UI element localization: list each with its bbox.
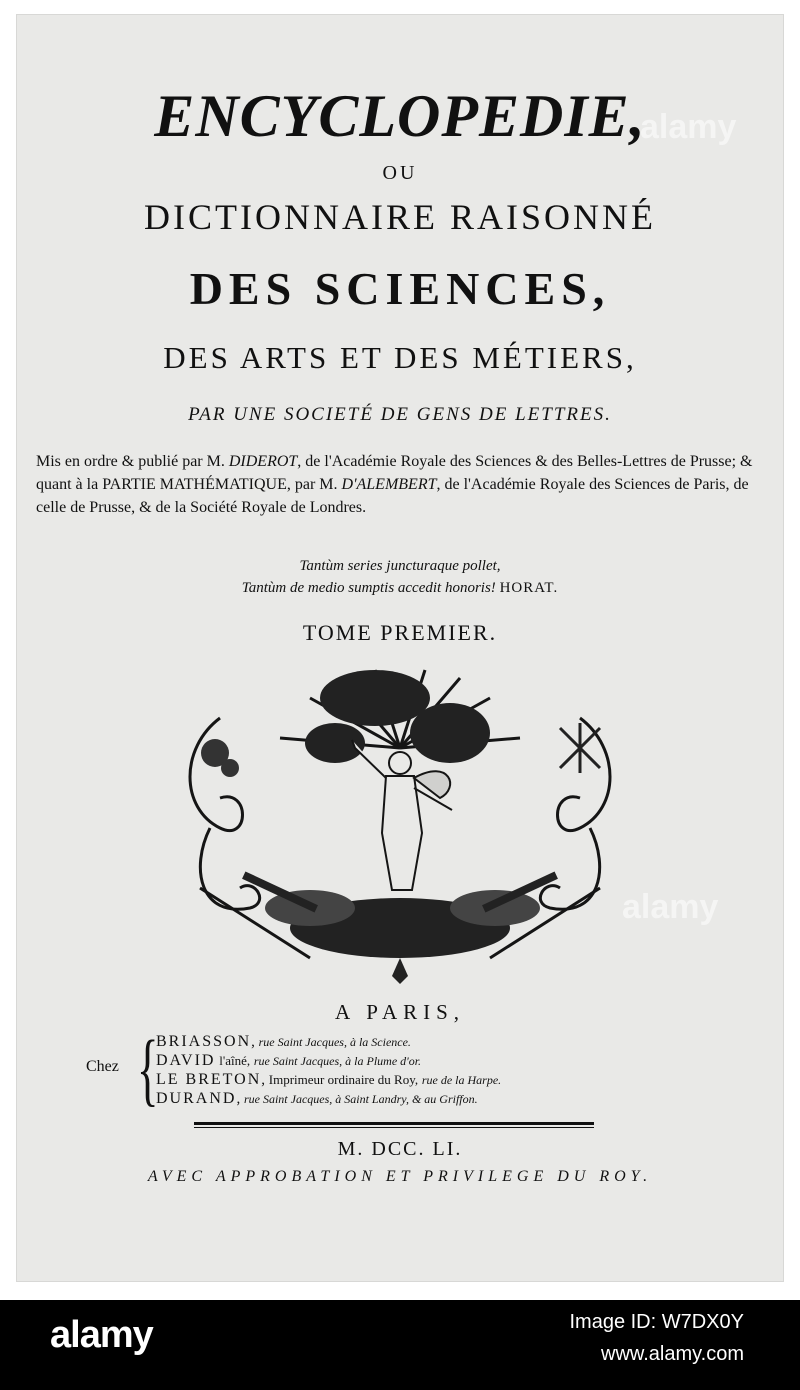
- watermark-top: alamy: [640, 108, 737, 146]
- society-line: PAR UNE SOCIETÉ DE GENS DE LETTRES.: [188, 404, 612, 425]
- diderot-name: DIDEROT: [228, 453, 298, 470]
- left-trophy-icon: [201, 739, 239, 777]
- place-of-publication: A PARIS,: [334, 1000, 466, 1024]
- editor-credits: Mis en ordre & publié par M. DIDEROT, de l'Académie Royale des Sciences & des Belles-Lettres de Prusse; & quant à la PARTIE MATHÉMATIQUE, par M. D'ALEMBERT, de l'Académie Royale des Sciences de Paris, de celle de Prusse, & de la Société Royale de Londres.: [36, 453, 753, 516]
- site-link[interactable]: www.alamy.com: [601, 1343, 744, 1365]
- book-title: ENCYCLOPEDIE,: [154, 83, 646, 149]
- motto-line-2: Tantùm de medio sumptis accedit honoris! HORAT.: [241, 580, 559, 596]
- watermark-bottom: alamy: [622, 888, 719, 926]
- dalembert-name: D'ALEMBERT: [341, 476, 437, 493]
- publication-date: M. DCC. LI.: [337, 1138, 463, 1160]
- publisher-david: DAVID l'aîné, rue Saint Jacques, à la Plume d'or.: [156, 1052, 422, 1069]
- motto-line-1: Tantùm series juncturaque pollet,: [299, 558, 501, 574]
- image-id: Image ID: W7DX0Y: [569, 1311, 744, 1333]
- chez-label: Chez: [86, 1058, 119, 1075]
- frontispiece-vignette: [160, 658, 640, 998]
- tome-label: TOME PREMIER.: [302, 620, 498, 645]
- fleur-de-lis-icon: [392, 958, 408, 984]
- subtitle-sciences: DES SCIENCES,: [189, 263, 611, 314]
- subtitle-dictionnaire: DICTIONNAIRE RAISONNÉ: [144, 197, 656, 237]
- alamy-logo[interactable]: alamy: [50, 1314, 153, 1356]
- publisher-le-breton: LE BRETON, Imprimeur ordinaire du Roy, rue de la Harpe.: [156, 1071, 502, 1088]
- torch-bearer-figure-icon: [352, 740, 452, 890]
- partie-mathematique: PARTIE MATHÉMATIQUE: [102, 476, 287, 493]
- publisher-durand: DURAND, rue Saint Jacques, à Saint Landry, & au Griffon.: [156, 1090, 478, 1107]
- motto-author: HORAT.: [499, 580, 559, 596]
- image-info: [569, 1306, 744, 1370]
- subtitle-arts-metiers: DES ARTS ET DES MÉTIERS,: [163, 340, 637, 375]
- thin-rule: [194, 1127, 594, 1128]
- cloud-top: [320, 670, 430, 726]
- publisher-briasson: BRIASSON, rue Saint Jacques, à la Science.: [156, 1033, 411, 1050]
- royal-privilege: AVEC APPROBATION ET PRIVILEGE DU ROY.: [147, 1168, 653, 1185]
- conjunction-ou: OU: [382, 162, 418, 184]
- publisher-brace: {: [136, 1023, 159, 1114]
- thick-rule: [194, 1122, 594, 1125]
